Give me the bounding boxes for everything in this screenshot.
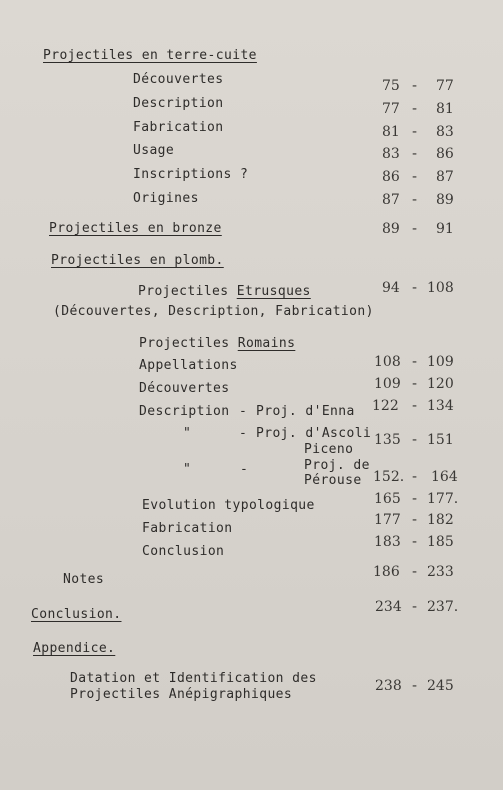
page-to: 151 bbox=[427, 432, 454, 448]
page-from: 234 bbox=[375, 599, 402, 615]
page-range-dash: - bbox=[412, 564, 418, 580]
dash: - bbox=[239, 404, 248, 419]
toc-entry-label: Conclusion bbox=[142, 544, 225, 559]
page-range-dash: - bbox=[412, 78, 418, 94]
page-from: 152. bbox=[373, 469, 405, 485]
page-range-dash: - bbox=[412, 376, 418, 392]
heading-plomb: Projectiles en plomb. bbox=[51, 253, 224, 268]
page-to: 77 bbox=[436, 78, 454, 94]
toc-entry-label: Appellations bbox=[139, 358, 238, 373]
dash: - bbox=[240, 462, 249, 477]
page-range-dash: - bbox=[412, 534, 418, 550]
appendix-entry-line1: Datation et Identification des bbox=[70, 671, 317, 686]
page-range-dash: - bbox=[412, 432, 418, 448]
sub-entry-label: Pérouse bbox=[304, 473, 362, 488]
page-from: 89 bbox=[382, 221, 400, 237]
page-to: 185 bbox=[427, 534, 454, 550]
appendix-entry-line2: Projectiles Anépigraphiques bbox=[70, 687, 293, 702]
page-to: 120 bbox=[427, 376, 454, 392]
toc-entry-label: Découvertes bbox=[133, 72, 224, 87]
toc-entry-label: Découvertes bbox=[139, 381, 230, 396]
ditto-mark: " bbox=[183, 426, 192, 441]
page-to: 237. bbox=[427, 599, 459, 615]
page-from: 183 bbox=[374, 534, 401, 550]
page-range-dash: - bbox=[412, 124, 418, 140]
page-range-dash: - bbox=[412, 469, 418, 485]
page-to: 91 bbox=[436, 221, 454, 237]
page-to: 108 bbox=[427, 280, 454, 296]
page-range-dash: - bbox=[412, 491, 418, 507]
page-from: 122 bbox=[372, 398, 399, 414]
toc-entry-label: Inscriptions ? bbox=[133, 167, 249, 182]
sub-entry-label: Proj. d'Enna bbox=[256, 404, 355, 419]
dash: - bbox=[239, 426, 248, 441]
page-from: 81 bbox=[382, 124, 400, 140]
page-from: 87 bbox=[382, 192, 400, 208]
page-to: 182 bbox=[427, 512, 454, 528]
sub-entry-label: Piceno bbox=[304, 442, 354, 457]
page-range-dash: - bbox=[412, 146, 418, 162]
page-from: 77 bbox=[382, 101, 400, 117]
page-from: 186 bbox=[373, 564, 400, 580]
toc-entry-label: Origines bbox=[133, 191, 199, 206]
page-range-dash: - bbox=[412, 512, 418, 528]
subheading-etrusques: Projectiles Etrusques bbox=[138, 284, 311, 299]
page-from: 86 bbox=[382, 169, 400, 185]
page-range-dash: - bbox=[412, 398, 418, 414]
page-from: 109 bbox=[374, 376, 401, 392]
toc-entry-label: Fabrication bbox=[142, 521, 233, 536]
page-from: 135 bbox=[374, 432, 401, 448]
toc-entry-label: Usage bbox=[133, 143, 175, 158]
page-to: 134 bbox=[427, 398, 454, 414]
page-to: 233 bbox=[427, 564, 454, 580]
subheading-romains: Projectiles Romains bbox=[139, 336, 296, 351]
page-to: 83 bbox=[436, 124, 454, 140]
page-range-dash: - bbox=[412, 678, 418, 694]
page-to: 245 bbox=[427, 678, 454, 694]
page-to: 87 bbox=[436, 169, 454, 185]
page-from: 83 bbox=[382, 146, 400, 162]
page-to: 177. bbox=[427, 491, 459, 507]
page-from: 75 bbox=[382, 78, 400, 94]
page-from: 108 bbox=[374, 354, 401, 370]
toc-entry-label: Evolution typologique bbox=[142, 498, 315, 513]
page-range-dash: - bbox=[412, 280, 418, 296]
heading-terre-cuite: Projectiles en terre-cuite bbox=[43, 48, 257, 63]
page-to: 81 bbox=[436, 101, 454, 117]
etrusques-summary: (Découvertes, Description, Fabrication) bbox=[53, 304, 374, 319]
heading-conclusion: Conclusion. bbox=[31, 607, 122, 622]
ditto-mark: " bbox=[183, 462, 192, 477]
page-to: 109 bbox=[427, 354, 454, 370]
page-to: 164 bbox=[431, 469, 458, 485]
page-from: 238 bbox=[375, 678, 402, 694]
page-to: 89 bbox=[436, 192, 454, 208]
toc-entry-label: Description bbox=[133, 96, 224, 111]
page-to: 86 bbox=[436, 146, 454, 162]
page-from: 177 bbox=[374, 512, 401, 528]
page-range-dash: - bbox=[412, 169, 418, 185]
sub-entry-label: Proj. de bbox=[304, 458, 370, 473]
toc-entry-label: Description bbox=[139, 404, 230, 419]
page-range-dash: - bbox=[412, 599, 418, 615]
page-range-dash: - bbox=[412, 354, 418, 370]
page-range-dash: - bbox=[412, 101, 418, 117]
sub-entry-label: Proj. d'Ascoli bbox=[256, 426, 372, 441]
page-from: 94 bbox=[382, 280, 400, 296]
heading-appendice: Appendice. bbox=[33, 641, 116, 656]
page-range-dash: - bbox=[412, 192, 418, 208]
page-range-dash: - bbox=[412, 221, 418, 237]
heading-bronze: Projectiles en bronze bbox=[49, 221, 222, 236]
page-from: 165 bbox=[374, 491, 401, 507]
notes-label: Notes bbox=[63, 572, 105, 587]
toc-entry-label: Fabrication bbox=[133, 120, 224, 135]
